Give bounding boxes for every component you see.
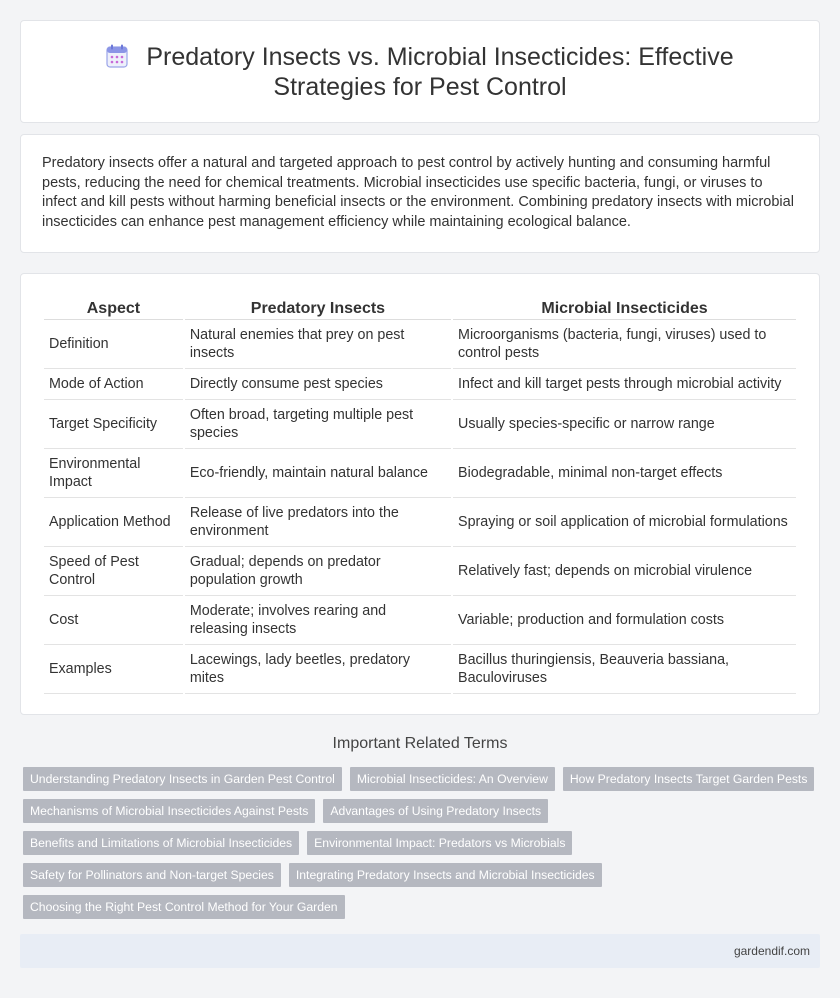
document-icon bbox=[106, 44, 128, 68]
related-term-link[interactable]: How Predatory Insects Target Garden Pests bbox=[563, 767, 815, 791]
page-title bbox=[61, 42, 779, 102]
row-microbial: Infect and kill target pests through microbial activity bbox=[453, 369, 796, 400]
tag-row bbox=[23, 831, 813, 855]
table-row bbox=[44, 449, 796, 498]
tag-row bbox=[23, 895, 813, 919]
related-term-link[interactable]: Choosing the Right Pest Control Method for Your Garden bbox=[23, 895, 345, 919]
intro-paragraph: Predatory insects offer a natural and targeted approach to pest control by actively hunting and consuming harmful pests, reducing the need for chemical treatments. Microbial insecticides use specific bacteria, fungi, or viruses to infect and kill pests without harming beneficial insects or the environment. Combining predatory insects with microbial insecticides can enhance pest management efficiency while maintaining ecological balance. bbox=[42, 155, 794, 230]
table-header-row bbox=[44, 296, 796, 320]
comparison-card bbox=[20, 273, 820, 715]
row-microbial: Microorganisms (bacteria, fungi, viruses) used to control pests bbox=[453, 320, 796, 369]
row-aspect: Examples bbox=[44, 645, 183, 694]
related-term-link[interactable]: Benefits and Limitations of Microbial Insecticides bbox=[23, 831, 299, 855]
row-aspect: Target Specificity bbox=[44, 400, 183, 449]
row-predatory: Gradual; depends on predator population growth bbox=[185, 547, 451, 596]
row-aspect: Speed of Pest Control bbox=[44, 547, 183, 596]
intro-card bbox=[20, 134, 820, 253]
row-aspect: Definition bbox=[44, 320, 183, 369]
related-term-link[interactable]: Understanding Predatory Insects in Garden Pest Control bbox=[23, 767, 342, 791]
table-row bbox=[44, 547, 796, 596]
row-predatory: Release of live predators into the environment bbox=[185, 498, 451, 547]
related-term-link[interactable]: Mechanisms of Microbial Insecticides Against Pests bbox=[23, 799, 315, 823]
row-microbial: Bacillus thuringiensis, Beauveria bassiana, Baculoviruses bbox=[453, 645, 796, 694]
row-predatory: Lacewings, lady beetles, predatory mites bbox=[185, 645, 451, 694]
comparison-table bbox=[42, 296, 798, 694]
related-terms-list bbox=[23, 767, 813, 927]
tag-row bbox=[23, 863, 813, 887]
page-title-text: Predatory Insects vs. Microbial Insecticides: Effective Strategies for Pest Control bbox=[146, 43, 734, 101]
header-microbial-insecticides: Microbial Insecticides bbox=[453, 296, 796, 320]
related-term-link[interactable]: Environmental Impact: Predators vs Microbials bbox=[307, 831, 572, 855]
row-microbial: Usually species-specific or narrow range bbox=[453, 400, 796, 449]
row-aspect: Cost bbox=[44, 596, 183, 645]
row-microbial: Variable; production and formulation costs bbox=[453, 596, 796, 645]
tag-row bbox=[23, 799, 813, 823]
row-predatory: Natural enemies that prey on pest insects bbox=[185, 320, 451, 369]
row-predatory: Directly consume pest species bbox=[185, 369, 451, 400]
table-row bbox=[44, 596, 796, 645]
footer-site-link[interactable]: gardendif.com bbox=[733, 944, 810, 958]
related-term-link[interactable]: Integrating Predatory Insects and Microbial Insecticides bbox=[289, 863, 602, 887]
row-microbial: Spraying or soil application of microbial formulations bbox=[453, 498, 796, 547]
related-terms-title: Important Related Terms bbox=[332, 735, 508, 752]
footer bbox=[20, 934, 820, 968]
related-term-link[interactable]: Advantages of Using Predatory Insects bbox=[323, 799, 548, 823]
table-row bbox=[44, 645, 796, 694]
header-aspect: Aspect bbox=[44, 296, 183, 320]
related-term-link[interactable]: Microbial Insecticides: An Overview bbox=[350, 767, 555, 791]
row-predatory: Often broad, targeting multiple pest species bbox=[185, 400, 451, 449]
tag-row bbox=[23, 767, 813, 791]
related-term-link[interactable]: Safety for Pollinators and Non-target Species bbox=[23, 863, 281, 887]
row-microbial: Biodegradable, minimal non-target effects bbox=[453, 449, 796, 498]
row-aspect: Mode of Action bbox=[44, 369, 183, 400]
header-card bbox=[20, 20, 820, 123]
row-aspect: Environmental Impact bbox=[44, 449, 183, 498]
table-row bbox=[44, 369, 796, 400]
table-row bbox=[44, 498, 796, 547]
row-microbial: Relatively fast; depends on microbial virulence bbox=[453, 547, 796, 596]
header-predatory-insects: Predatory Insects bbox=[185, 296, 451, 320]
row-aspect: Application Method bbox=[44, 498, 183, 547]
table-row bbox=[44, 400, 796, 449]
row-predatory: Moderate; involves rearing and releasing insects bbox=[185, 596, 451, 645]
table-row bbox=[44, 320, 796, 369]
row-predatory: Eco-friendly, maintain natural balance bbox=[185, 449, 451, 498]
